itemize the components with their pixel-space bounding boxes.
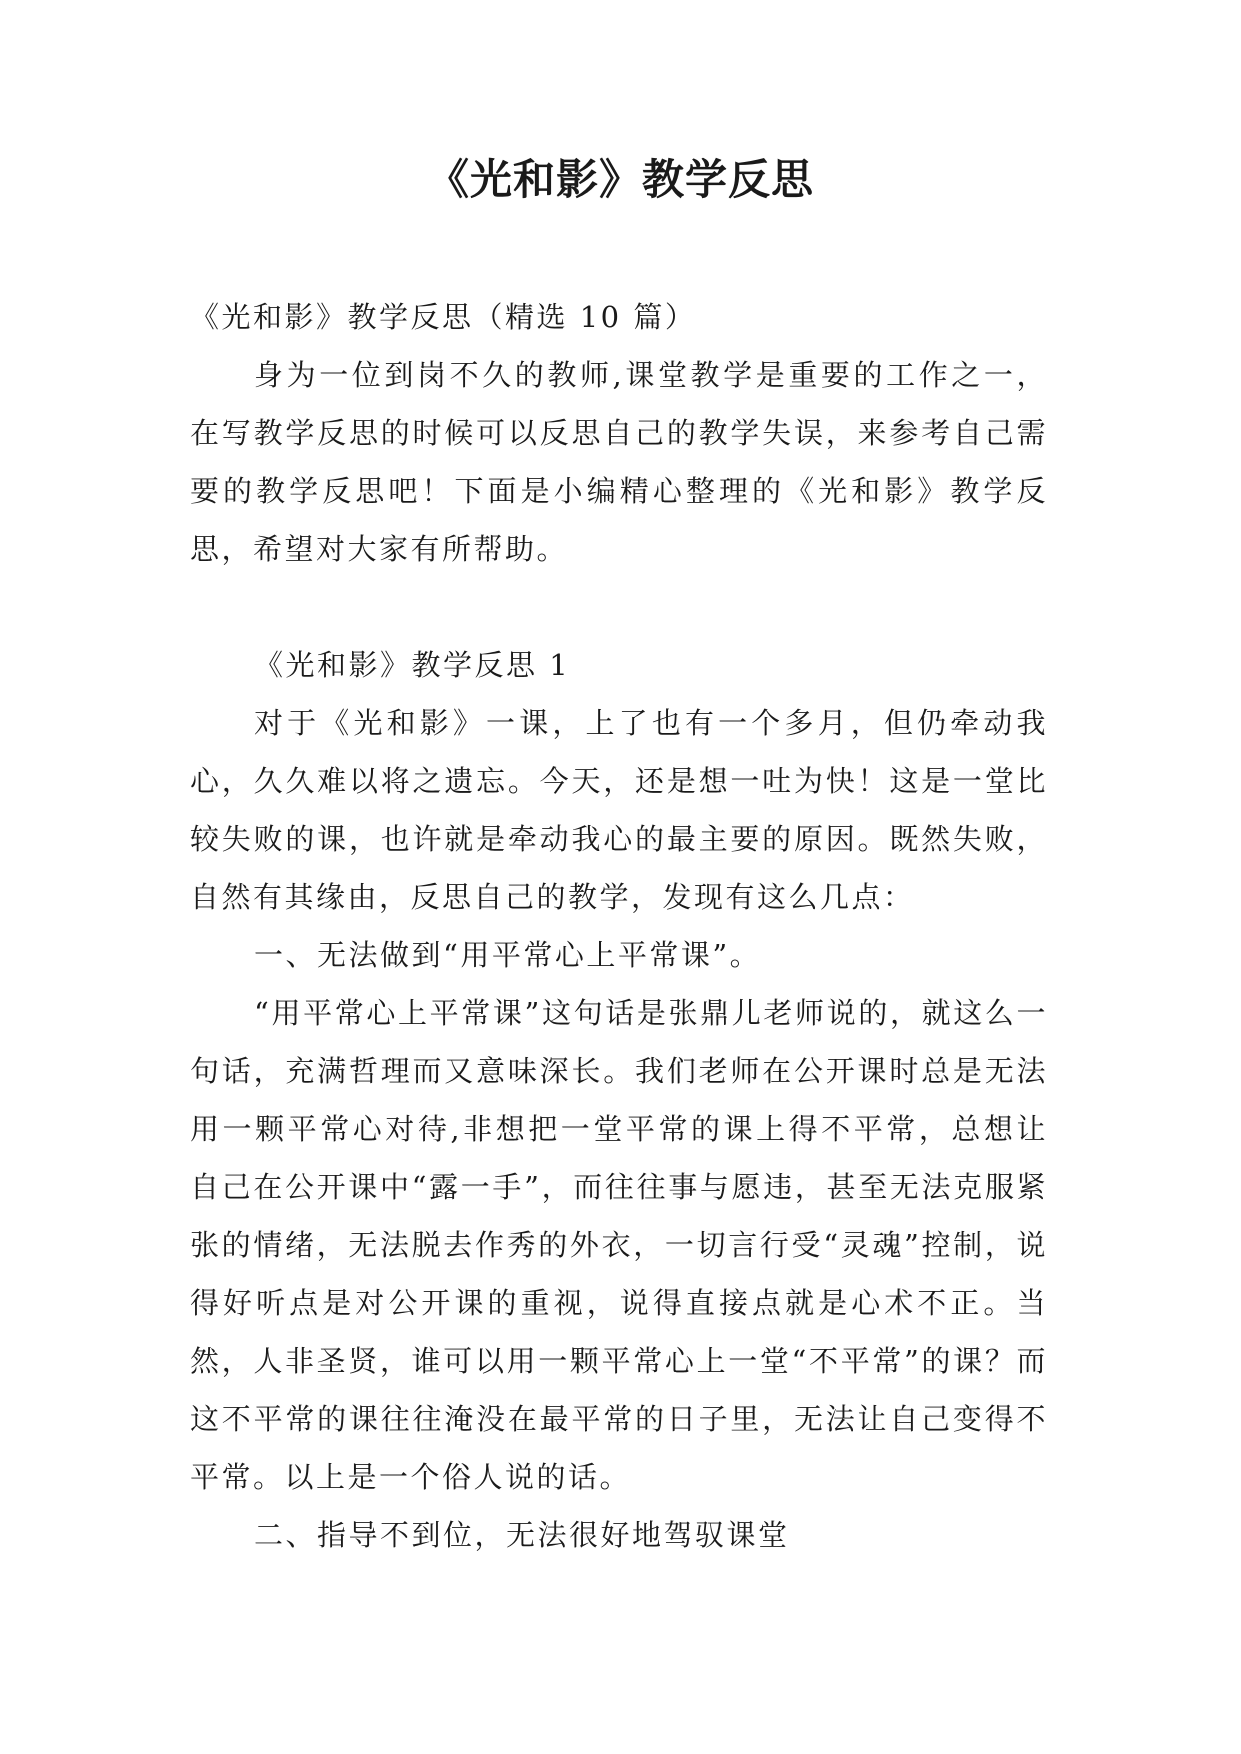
document-subtitle: 《光和影》教学反思（精选 10 篇） [190, 300, 697, 334]
body-paragraph-2: “用平常心上平常课”这句话是张鼎儿老师说的，就这么一句话，充满哲理而又意味深长。我们老师在公开课时总是无法用一颗平常心对待,非想把一堂平常的课上得不平常，总想让自己在公开课中“露一手”，而往往事与愿违，甚至无法克服紧张的情绪，无法脱去作秀的外衣，一切言行受“灵魂”控制，说得好听点是对公开课的重视，说得直接点就是心术不正。当然，人非圣贤，谁可以用一颗平常心上一堂“不平常”的课？而这不平常的课往往淹没在最平常的日子里，无法让自己变得不平常。以上是一个俗人说的话。 [190, 996, 1048, 1494]
section-heading: 《光和影》教学反思 1 [254, 648, 571, 682]
point-heading-1: 一、无法做到“用平常心上平常课”。 [254, 938, 762, 972]
body-paragraph-1: 对于《光和影》一课，上了也有一个多月，但仍牵动我心，久久难以将之遗忘。今天，还是想一吐为快！这是一堂比较失败的课，也许就是牵动我心的最主要的原因。既然失败，自然有其缘由，反思自己的教学，发现有这么几点： [190, 706, 1048, 914]
document-title: 《光和影》教学反思 [426, 155, 814, 204]
intro-paragraph: 身为一位到岗不久的教师,课堂教学是重要的工作之一，在写教学反思的时候可以反思自己的教学失误，来参考自己需要的教学反思吧！下面是小编精心整理的《光和影》教学反思，希望对大家有所帮助。 [190, 358, 1048, 566]
document-body [190, 288, 1048, 1564]
point-heading-2: 二、指导不到位，无法很好地驾驭课堂 [254, 1518, 790, 1552]
